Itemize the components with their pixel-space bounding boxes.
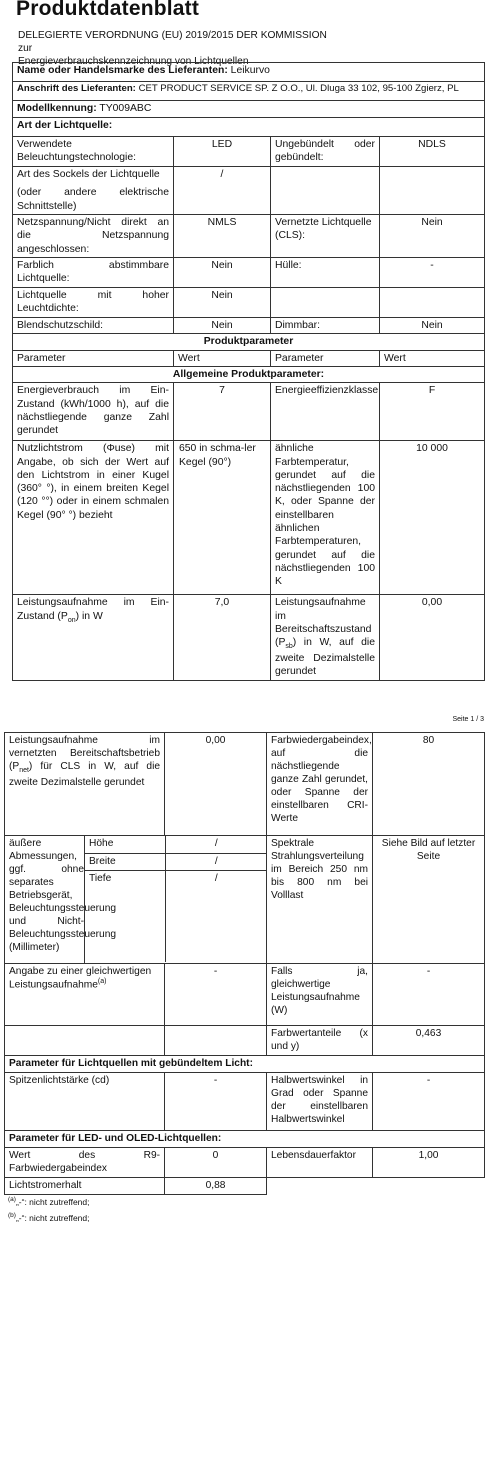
product-params-heading: Produktparameter [13,334,485,350]
power-on-label-subscript: on [67,616,76,624]
chromaticity-row [5,1026,485,1056]
mains-value: NMLS [174,215,271,258]
intro-line-2: Energieverbrauchskennzeichnung von Lichtquellen [18,55,249,67]
high-luminance-label: Lichtquelle mit hoher Leuchtdichte: [13,287,174,317]
energy-class-value: F [380,383,485,441]
power-networked-label-unit: ) für CLS in W, auf die zweite Dezimalstelle gerundet [9,761,161,789]
high-luminance-empty-value [380,287,485,317]
cap-type-empty-label [271,167,380,215]
cct-value: 10 000 [380,441,485,595]
page-title: Produktdatenblatt [16,0,200,20]
light-source-type-heading-row [13,118,485,137]
colour-tunable-row [13,257,485,287]
power-standby-label-unit: ) in W, auf die zweite Dezimalstelle gerundet [275,637,375,678]
model-label: Modellkennung: [17,103,97,114]
supplier-name-row [13,63,485,82]
dimensions-grid [85,836,267,962]
high-luminance-value: Nein [174,287,271,317]
equivalent-power-label-text: Angabe zu einer gleichwertigen Leistungsaufnahme [9,966,152,991]
beam-angle-value: - [373,1073,485,1131]
mains-label: Netzspannung/Nicht direkt an die Netzspannung angeschlossen: [13,215,174,258]
cap-type-value: / [174,167,271,215]
height-row [85,836,267,853]
page-number: Seite 1 / 3 [452,716,484,723]
equivalent-power-footnote-mark: (a) [97,978,107,986]
power-on-value: 7,0 [174,595,271,681]
supplier-name-cell [13,63,485,82]
peak-intensity-label: Spitzenlichtstärke (cd) [5,1073,165,1131]
footnote-a-mark: (a) [8,1196,16,1203]
technology-row [13,137,485,167]
cap-type-label-line-2: (oder andere elektrische Schnittstelle) [17,187,169,212]
data-sheet-table-page-1 [12,62,485,681]
column-header-value-2: Wert [380,350,485,366]
lumen-maintenance-blank-2 [373,1178,485,1195]
energy-on-value: 7 [174,383,271,441]
dimmable-value: Nein [380,317,485,333]
peak-intensity-value: - [165,1073,267,1131]
dimensions-grid-cell [85,836,267,964]
energy-on-label: Energieverbrauch im Ein-Zustand (kWh/1000 h), auf die nächstliegende ganze Zahl gerundet [13,383,174,441]
connected-label: Vernetzte Lichtquelle (CLS): [271,215,380,258]
supplier-address-label: Anschrift des Lieferanten: [17,83,136,94]
flux-label: Nutzlichtstrom (Φuse) mit Angabe, ob sich der Wert auf den Lichtstrom in einer Kugel (360° °), in einem breiten Kegel (120 °°) oder in einem schmalen Kegel (90° °) bezieht [13,441,174,595]
anti-glare-value: Nein [174,317,271,333]
power-networked-label-subscript: net [19,767,29,775]
cri-label: Farbwiedergabeindex, auf die nächstliegende ganze Zahl gerundet, oder Spanne der einstellbaren CRI-Werte [267,733,373,836]
product-params-heading-row [13,334,485,350]
equivalent-power-row [5,964,485,1026]
general-params-heading-row [13,366,485,382]
dls-heading: Parameter für Lichtquellen mit gebündeltem Licht: [5,1056,485,1073]
footnote-b-text: „-“: nicht zutreffend; [15,1212,90,1223]
column-header-parameter: Parameter [13,350,174,366]
colour-tunable-value: Nein [174,257,271,287]
supplier-address-row [13,82,485,101]
model-value: TY009ABC [99,103,152,114]
power-on-row [13,595,485,681]
envelope-label: Hülle: [271,257,380,287]
flux-row [13,441,485,595]
power-on-label-text: Leistungsaufnahme im Ein-Zustand (P [17,597,169,622]
intro-line-1: DELEGIERTE VERORDNUNG (EU) 2019/2015 DER KOMMISSION zur [18,30,327,54]
data-sheet-table-page-2 [4,732,485,1195]
model-cell [13,101,485,118]
footnote-a [8,1196,90,1208]
colour-tunable-label: Farblich abstimmbare Lichtquelle: [13,257,174,287]
connected-value: Nein [380,215,485,258]
anti-glare-label: Blendschutzschild: [13,317,174,333]
power-standby-value: 0,00 [380,595,485,681]
cct-label: ähnliche Farbtemperatur, gerundet auf die nächstliegenden 100 K, oder Spanne der einstellbaren ähnlichen Farbtemperaturen, gerundet auf die nächstliegenden 100 K [271,441,380,595]
mains-row [13,215,485,258]
dimensions-label: äußere Abmessungen, ggf. ohne separates Betriebsgerät, Beleuchtungssteuerung und Nicht-Beleuchtungssteuerung (Millimeter) [5,836,85,964]
r9-row [5,1148,485,1178]
led-heading: Parameter für LED- und OLED-Lichtquellen: [5,1131,485,1148]
non-directional-label: Ungebündelt oder gebündelt: [271,137,380,167]
beam-angle-label: Halbwertswinkel in Grad oder Spanne der einstellbaren Halbwertswinkel [267,1073,373,1131]
footnote-a-text: „-“: nicht zutreffend; [15,1196,90,1207]
power-standby-label-subscript: sb [285,643,293,651]
lumen-maintenance-row [5,1178,485,1195]
power-on-label-unit: ) in W [75,610,103,622]
cap-type-row [13,167,485,215]
depth-label: Tiefe [85,870,165,962]
cri-value: 80 [373,733,485,836]
model-row [13,101,485,118]
survival-label: Lebensdauerfaktor [267,1148,373,1178]
r9-value: 0 [165,1148,267,1178]
chromaticity-empty-label [5,1026,165,1056]
anti-glare-row [13,317,485,333]
depth-row [85,870,267,962]
power-networked-value: 0,00 [165,733,267,836]
width-label: Breite [85,853,165,870]
led-heading-row [5,1131,485,1148]
technology-label: Verwendete Beleuchtungstechnologie: [13,137,174,167]
column-header-parameter-2: Parameter [271,350,380,366]
equivalent-power-label [5,964,165,1026]
cap-type-label-line-1: Art des Sockels der Lichtquelle [17,169,160,180]
dimensions-row [5,836,485,964]
flux-value: 650 in schma-ler Kegel (90°) [174,441,271,595]
dls-heading-row [5,1056,485,1073]
dimmable-label: Dimmbar: [271,317,380,333]
falls-ja-value: - [373,964,485,1026]
light-source-type-heading: Art der Lichtquelle: [13,118,485,137]
supplier-name-value: Leikurvo [230,65,270,76]
depth-value: / [214,872,218,884]
column-header-row [13,350,485,366]
width-value: / [165,853,267,870]
power-on-label [13,595,174,681]
energy-on-row [13,383,485,441]
supplier-address-value: CET PRODUCT SERVICE SP. Z O.O., Ul. Dluga 33 102, 95-100 Zgierz, PL [138,83,459,94]
high-luminance-empty-label [271,287,380,317]
width-row [85,853,267,870]
cap-type-empty-value [380,167,485,215]
chromaticity-empty-value [165,1026,267,1056]
supplier-address-cell [13,82,485,101]
r9-label: Wert des R9-Farbwiedergabeindex [5,1148,165,1178]
lumen-maintenance-value: 0,88 [165,1178,267,1195]
energy-class-label: Energieeffizienzklasse [271,383,380,441]
spectral-label: Spektrale Strahlungsverteilung im Bereich 250 nm bis 800 nm bei Volllast [267,836,373,964]
lumen-maintenance-label: Lichtstromerhalt [5,1178,165,1195]
general-params-heading: Allgemeine Produktparameter: [13,366,485,382]
envelope-value: - [380,257,485,287]
cap-type-label [13,167,174,215]
column-header-value: Wert [174,350,271,366]
power-standby-label [271,595,380,681]
high-luminance-row [13,287,485,317]
falls-ja-label: Falls ja, gleichwertige Leistungsaufnahme (W) [267,964,373,1026]
technology-value: LED [174,137,271,167]
power-networked-row [5,733,485,836]
height-label: Höhe [85,836,165,853]
equivalent-power-value: - [165,964,267,1026]
chromaticity-value: 0,463 [373,1026,485,1056]
non-directional-value: NDLS [380,137,485,167]
spectral-value: Siehe Bild auf letzter Seite [373,836,485,964]
footnote-b [8,1212,90,1224]
survival-value: 1,00 [373,1148,485,1178]
height-value: / [165,836,267,853]
power-networked-label [5,733,165,836]
power-networked-label-text: Leistungsaufnahme im vernetzten Bereitschaftsbetrieb (P [9,735,161,773]
supplier-name-label: Name oder Handelsmarke des Lieferanten: [17,65,228,76]
lumen-maintenance-blank-1 [267,1178,373,1195]
footnote-b-mark: (b) [8,1212,16,1219]
power-standby-label-text: Leistungsaufnahme im Bereitschaftszustand (P [275,597,372,649]
chromaticity-label: Farbwertanteile (x und y) [267,1026,373,1056]
peak-intensity-row [5,1073,485,1131]
